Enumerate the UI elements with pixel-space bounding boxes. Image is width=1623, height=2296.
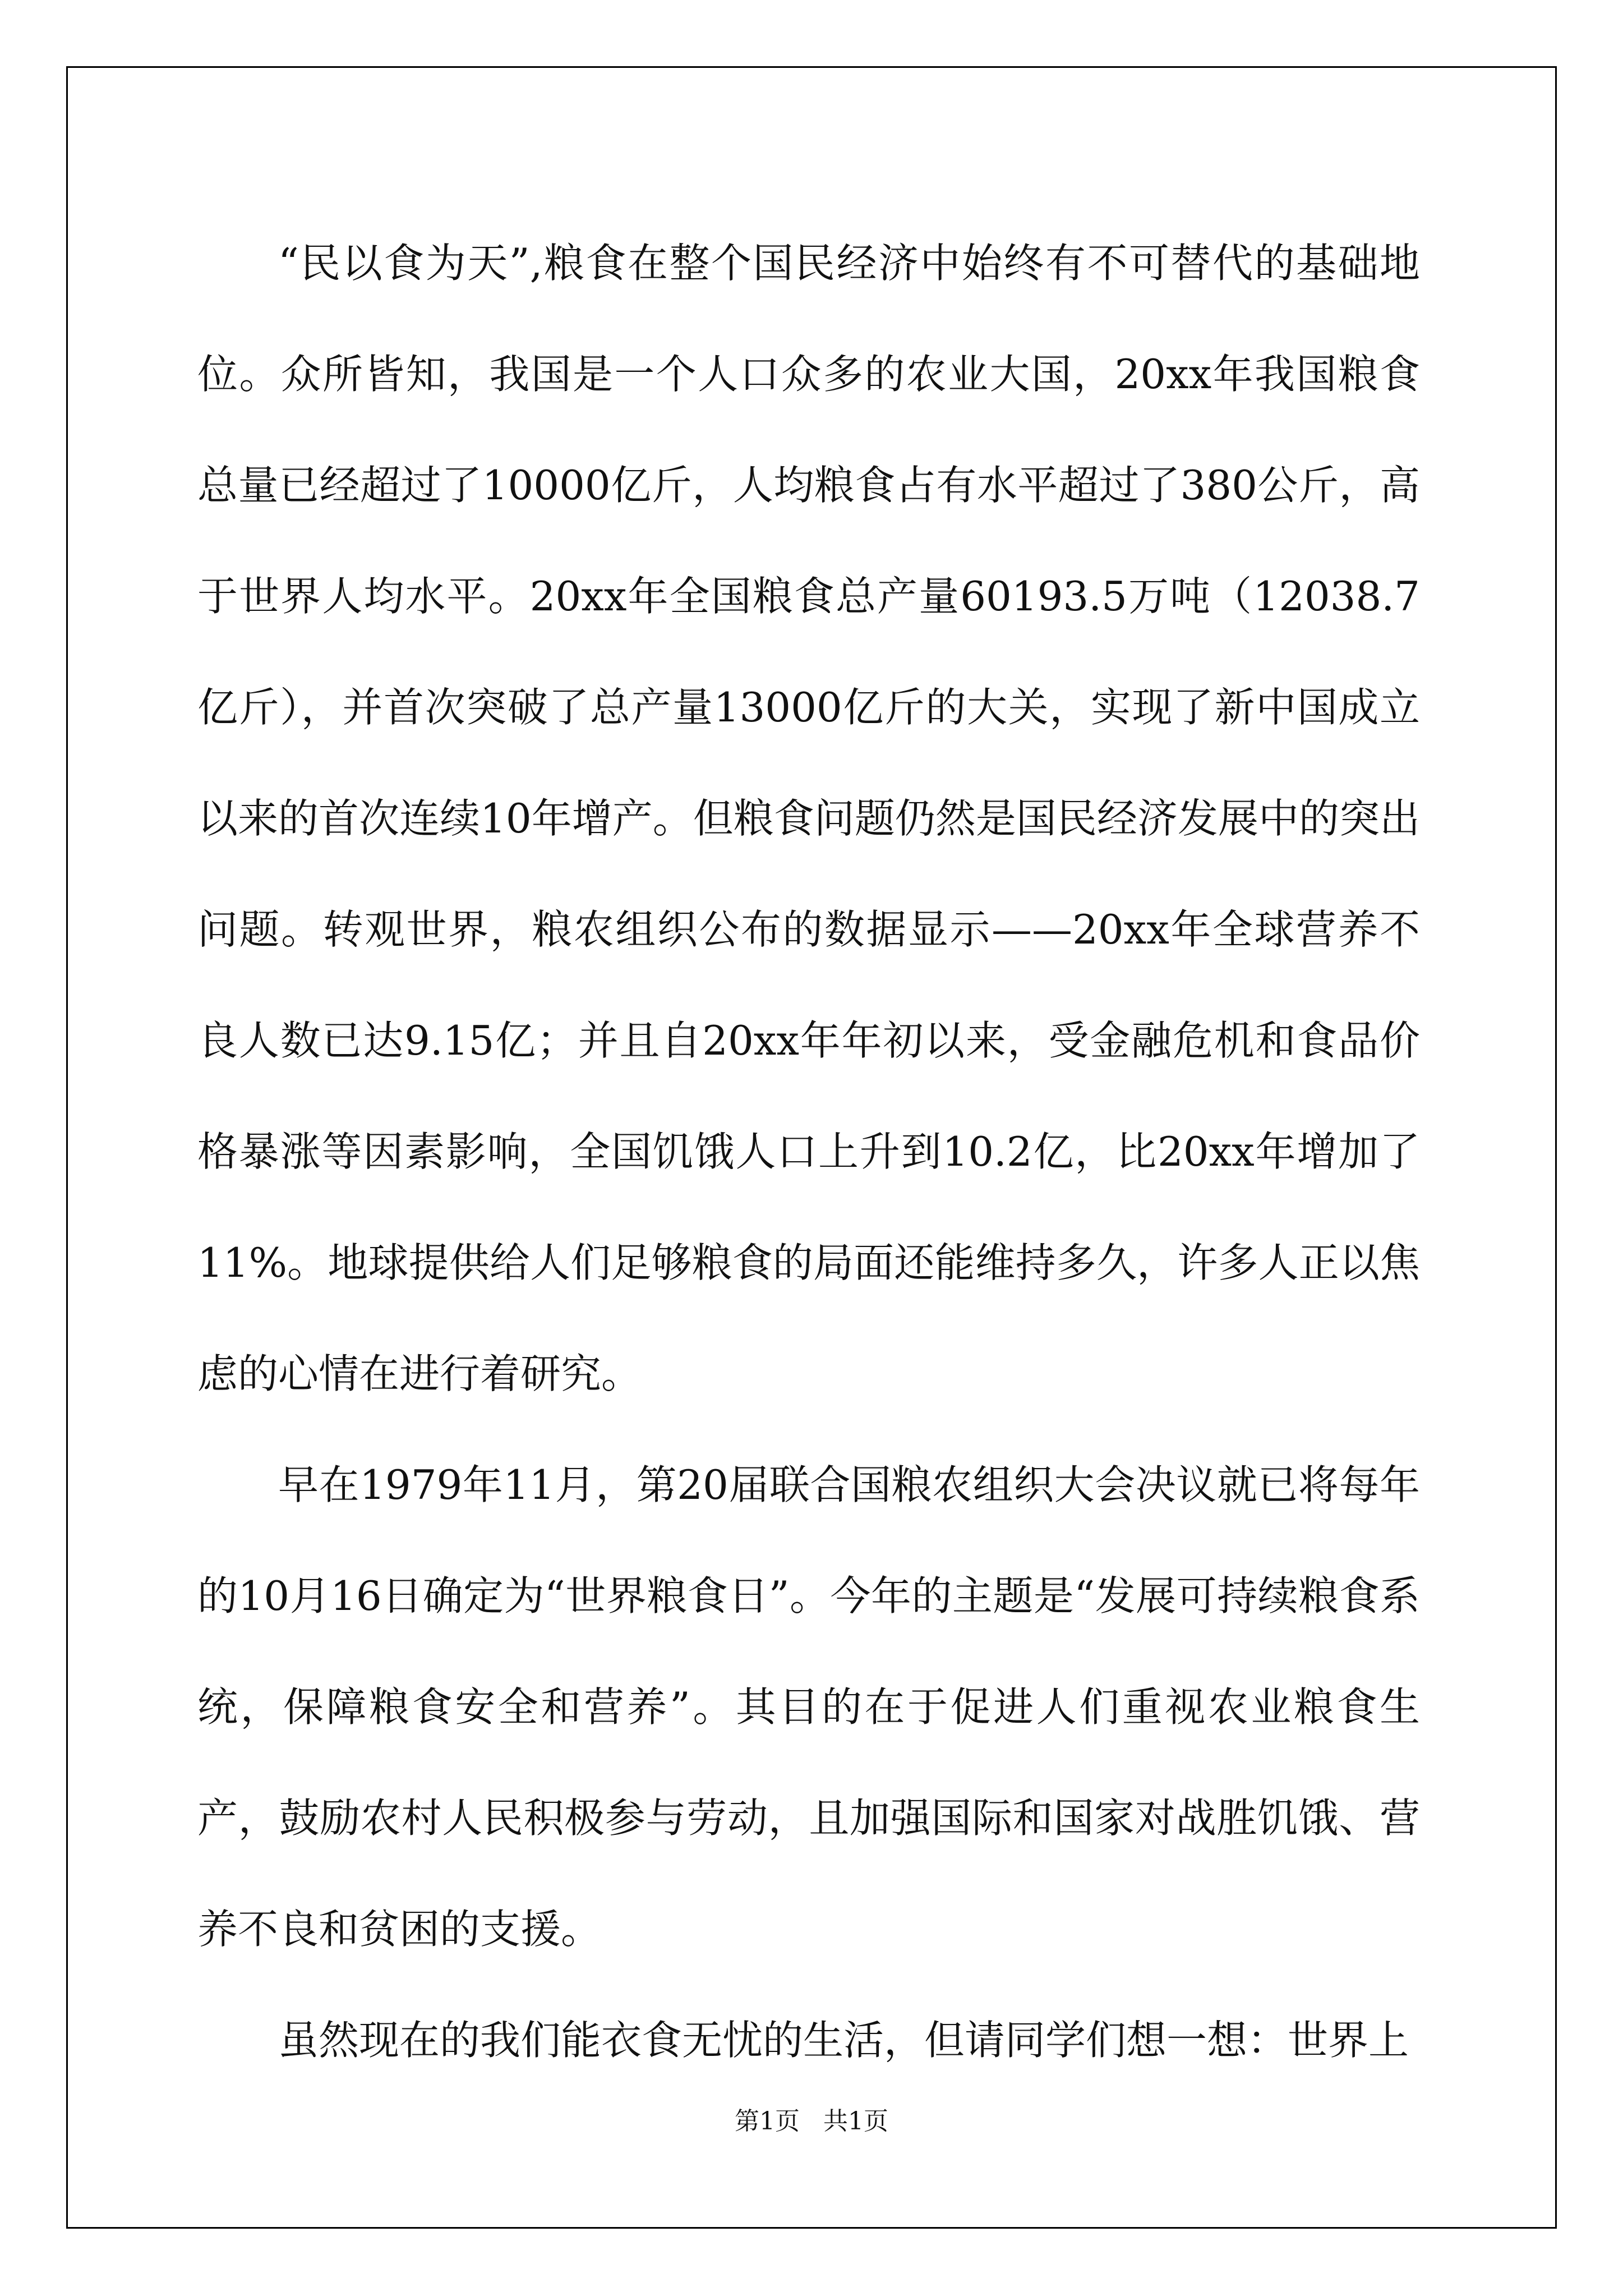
paragraph-1: “民以食为天”,粮食在整个国民经济中始终有不可替代的基础地位。众所皆知，我国是一个人口众多的农业大国，20xx年我国粮食总量已经超过了10000亿斤，人均粮食占有水平超过了380公斤，高于世界人均水平。20xx年全国粮食总产量60193.5万吨（12038.7亿斤），并首次突破了总产量13000亿斤的大关，实现了新中国成立以来的首次连续10年增产。但粮食问题仍然是国民经济发展中的突出问题。转观世界，粮农组织公布的数据显示——20xx年全球营养不良人数已达9.15亿；并且自20xx年年初以来，受金融危机和食品价格暴涨等因素影响，全国饥饿人口上升到10.2亿，比20xx年增加了11%。地球提供给人们足够粮食的局面还能维持多久，许多人正以焦虑的心情在进行着研究。 (197, 240, 1420, 1397)
paragraph-3: 虽然现在的我们能衣食无忧的生活，但请同学们想一想：世界上 (278, 2017, 1409, 2064)
paragraph-2: 早在1979年11月，第20届联合国粮农组织大会决议就已将每年的10月16日确定为“世界粮食日”。今年的主题是“发展可持续粮食系统，保障粮食安全和营养”。其目的在于促进人们重视农业粮食生产，鼓励农村人民积极参与劳动，且加强国际和国家对战胜饥饿、营养不良和贫困的支援。 (197, 1461, 1420, 1953)
page-footer: 第1页 共1页 (735, 2107, 888, 2136)
document-body (197, 208, 1420, 2096)
